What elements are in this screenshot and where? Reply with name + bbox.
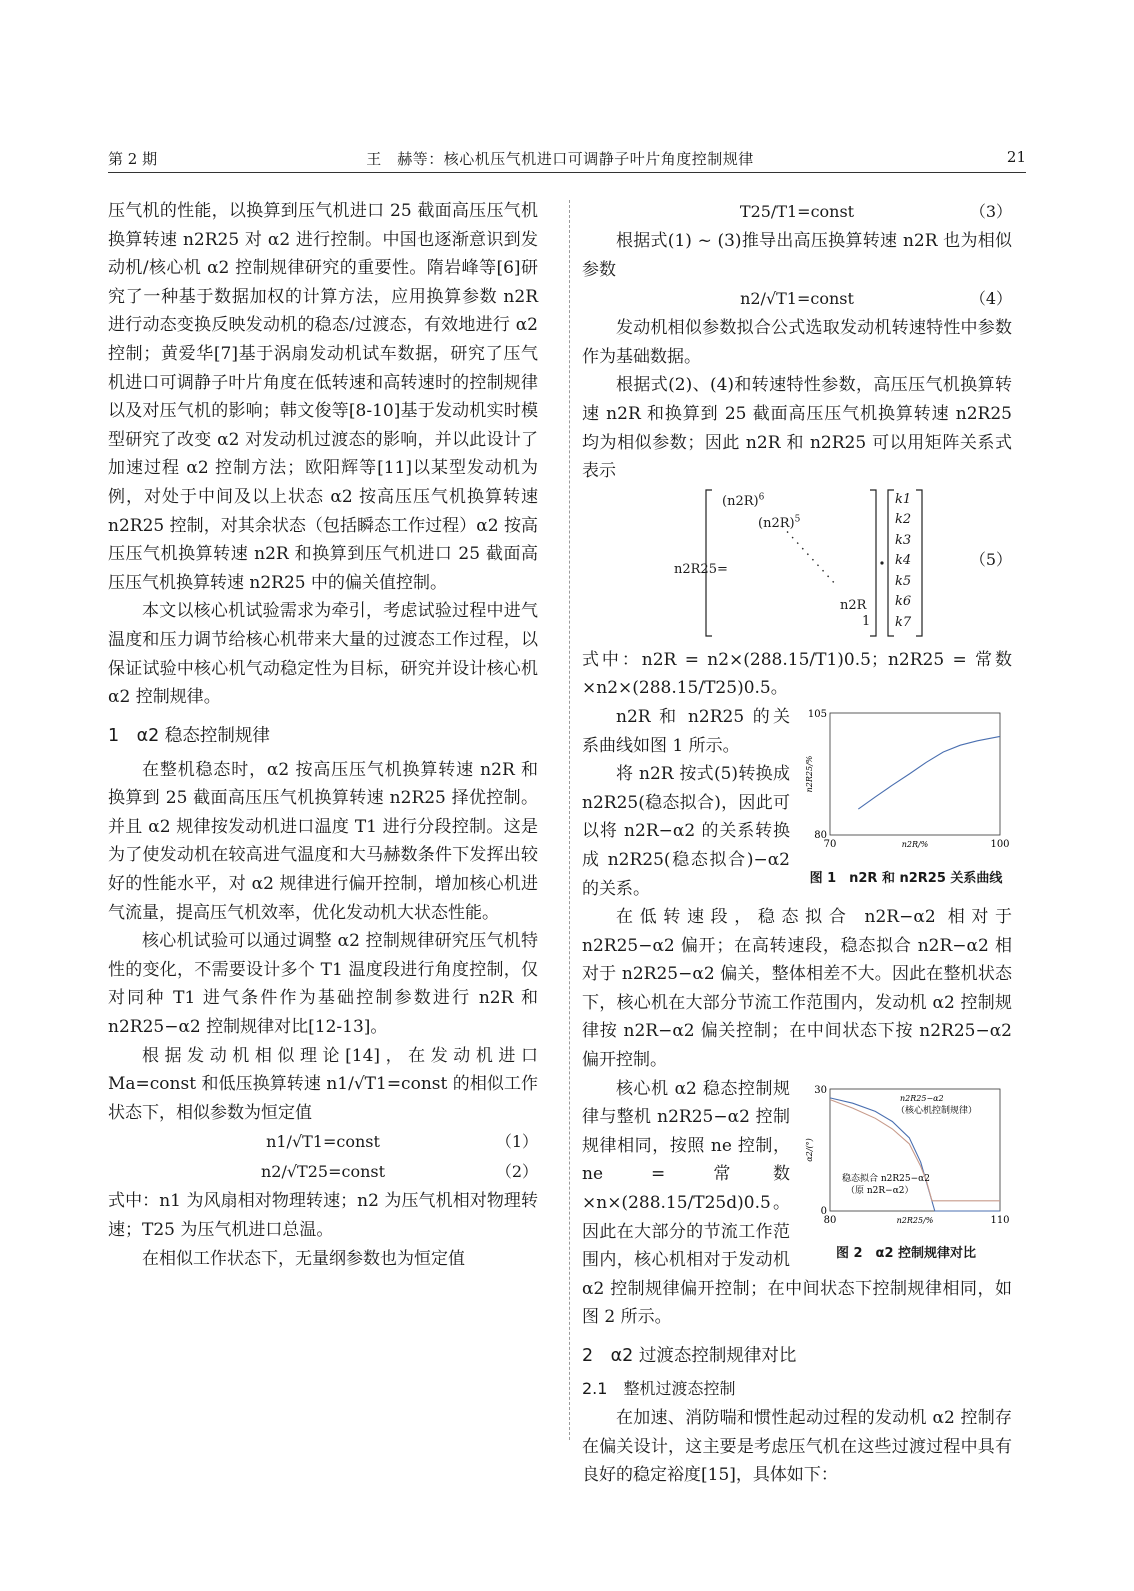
- equation-4-body: n2/√T1=const: [740, 289, 854, 309]
- running-title: 王 赫等：核心机压气机进口可调静子叶片角度控制规律: [366, 150, 754, 168]
- right-paragraph-4: 式中：n2R = n2×(288.15/T1)0.5；n2R25 = 常数×n2×(288.15/T25)0.5。: [582, 649, 1012, 699]
- right-paragraph-1: 根据式(1) ~ (3)推导出高压换算转速 n2R 也为相似参数: [582, 231, 1012, 280]
- legend-fit-label: 稳态拟合 n2R25−α2: [842, 1173, 930, 1184]
- plot-frame: [830, 713, 1000, 835]
- x-tick-label-right: 110: [990, 1214, 1010, 1226]
- page-number: 21: [1006, 148, 1026, 166]
- y-tick-label-top: 105: [807, 708, 827, 720]
- legend-fit-note: （原 n2R−α2）: [846, 1185, 914, 1196]
- x-tick-label-left: 80: [823, 1214, 837, 1226]
- y-tick-label-bottom: 0: [820, 1205, 827, 1217]
- equation-1-body: n1/√T1=const: [266, 1132, 380, 1152]
- right-paragraph-5: n2R 和 n2R25 的关系曲线如图 1 所示。: [582, 706, 790, 756]
- figure-1: [800, 705, 1012, 886]
- figure-2: [800, 1081, 1012, 1263]
- matrix-d1: $(n2R)^6$: [722, 492, 765, 509]
- left-paragraph-4: 核心机试验可以通过调整 α2 控制规律研究压气机特性的变化，不需要设计多个 T1 温度段进行角度控制，仅对同种 T1 进气条件作为基础控制参数进行 n2R 和 n2R25−α2 控制规律对比[12-13]。: [108, 931, 538, 1038]
- k7: k7: [895, 614, 912, 630]
- equation-1: [108, 1127, 538, 1157]
- subsection-2-1-heading: 2.1 整机过渡态控制: [582, 1379, 736, 1398]
- y-tick-label-top: 30: [814, 1084, 827, 1096]
- k3: k3: [895, 532, 912, 548]
- equation-3-body: T25/T1=const: [739, 202, 855, 221]
- matrix-k-vector: [895, 490, 911, 634]
- equation-2-body: n2/√T25=const: [260, 1162, 386, 1182]
- left-paragraph-3: 在整机稳态时，α2 按高压压气机换算转速 n2R 和换算到 25 截面高压压气机换算转速 n2R25 择优控制。并且 α2 规律按发动机进口温度 T1 进行分段控制。这是为了使发动机在较高进气温度和大马赫数条件下发挥出较好的性能水平，对 α2 规律进行偏开控制，增加核心机进气流量，提高压气机效率，优化发动机大状态性能。: [108, 759, 538, 923]
- issue-label: 第 2 期: [108, 150, 158, 168]
- x-tick-label-left: 70: [823, 838, 837, 850]
- equation-1-number: （1）: [495, 1132, 538, 1152]
- k6: k6: [895, 594, 912, 610]
- y-axis-label: n2R25/%: [805, 755, 814, 793]
- equation-4: [582, 284, 1012, 314]
- y-axis-label: α2/(°): [805, 1137, 814, 1162]
- equation-2: [108, 1157, 538, 1187]
- equation-3: [582, 197, 1012, 227]
- k2: k2: [895, 512, 912, 528]
- matrix-d4: 1: [862, 613, 871, 629]
- left-paragraph-1: 压气机的性能，以换算到压气机进口 25 截面高压压气机换算转速 n2R25 对 α2 进行控制。中国也逐渐意识到发动机/核心机 α2 控制规律研究的重要性。隋岩峰等[6]研究了一种基于数据加权的计算方法，应用换算参数 n2R 进行动态变换反映发动机的稳态/过渡态，有效地进行 α2 控制；黄爱华[7]基于涡扇发动机试车数据，研究了压气机进口可调静子叶片角度在低转速和高转速时的控制规律以及对压气机的影响；韩文俊等[8-10]基于发动机实时模型研究了改变 α2 对发动机过渡态的影响，并以此设计了加速过程 α2 控制方法；欧阳辉等[11]以某型发动机为例，对处于中间及以上状态 α2 按高压压气机换算转速 n2R25 控制，对其余状态（包括瞬态工作过程）α2 按高压压气机换算转速 n2R 和换算到压气机进口 25 截面高压压气机换算转速 n2R25 中的偏关值控制。: [108, 201, 538, 593]
- legend-core-note: （核心机控制规律）: [896, 1105, 978, 1116]
- figure-1-chart: [800, 705, 1012, 855]
- section-2-heading: 2 α2 过渡态控制规律对比: [582, 1346, 797, 1366]
- right-paragraph-2: 发动机相似参数拟合公式选取发动机转速特性中参数作为基础数据。: [582, 318, 1012, 367]
- left-paragraph-2: 本文以核心机试验需求为牵引，考虑试验过程中进气温度和压力调节给核心机带来大量的过渡态工作过程，以保证试验中核心机气动稳定性为目标，研究并设计核心机 α2 控制规律。: [108, 601, 538, 708]
- equation-5: [582, 486, 1012, 646]
- equation-4-number: （4）: [969, 289, 1012, 309]
- k5: k5: [895, 573, 912, 589]
- section-1-heading: 1 α2 稳态控制规律: [108, 725, 270, 746]
- figure-1-caption: 图 1 n2R 和 n2R25 关系曲线: [809, 870, 1003, 886]
- right-paragraph-7: 在低转速段，稳态拟合 n2R−α2 相对于 n2R25−α2 偏开；在高转速段，稳态拟合 n2R−α2 相对于 n2R25−α2 偏关，整体相差不大。因此在整机状态下，核心机在大部分节流工作范围内，发动机 α2 控制规律按 n2R−α2 偏关控制；在中间状态下按 n2R25−α2 偏开控制。: [582, 907, 1012, 1071]
- right-paragraph-9: 在加速、消防喘和惯性起动过程的发动机 α2 控制存在偏关设计，这主要是考虑压气机在这些过渡过程中具有良好的稳定裕度[15]，具体如下：: [582, 1408, 1012, 1486]
- left-paragraph-7: 在相似工作状态下，无量纲参数也为恒定值: [142, 1248, 465, 1269]
- equation-2-number: （2）: [495, 1162, 538, 1182]
- matrix-d2: $(n2R)^5$: [758, 514, 801, 531]
- matrix-d3: n2R: [840, 597, 867, 613]
- equation-3-number: （3）: [969, 202, 1012, 221]
- k1: k1: [895, 491, 912, 507]
- matrix-lhs: n2R25=: [674, 561, 728, 577]
- legend-core-label: n2R25−α2: [900, 1093, 944, 1103]
- right-paragraph-3: 根据式(2)、(4)和转速特性参数，高压压气机换算转速 n2R 和换算到 25 截面高压压气机换算转速 n2R25 均为相似参数；因此 n2R 和 n2R25 可以用矩阵关系式表示: [582, 375, 1012, 482]
- k4: k4: [895, 553, 912, 569]
- left-paragraph-5: 根据发动机相似理论[14]，在发动机进口 Ma=const 和低压换算转速 n1/√T1=const 的相似工作状态下，相似参数为恒定值: [108, 1045, 538, 1123]
- figure-2-chart: [800, 1081, 1012, 1231]
- left-paragraph-6: 式中：n1 为风扇相对物理转速；n2 为压气机相对物理转速；T25 为压气机进口总温。: [108, 1191, 538, 1240]
- equation-5-number: （5）: [969, 549, 1012, 569]
- right-column: [582, 197, 1012, 1490]
- header-rule: [108, 172, 1026, 173]
- left-column: [108, 197, 538, 1273]
- right-paragraph-8: 核心机 α2 稳态控制规律与整机 n2R25−α2 控制规律相同，按照 ne 控制，ne = 常数×n×(288.15/T25d)0.5。因此在大部分的节流工作范围内，核心机相对于发动机 α2 控制规律偏开控制；在中间状态下控制规律相同，如图 2 所示。: [582, 1078, 1012, 1328]
- column-divider: [569, 200, 570, 1440]
- right-paragraph-6: 将 n2R 按式(5)转换成 n2R25(稳态拟合)，因此可以将 n2R−α2 的关系转换成 n2R25(稳态拟合)−α2 的关系。: [582, 764, 790, 899]
- x-axis-label: n2R25/%: [896, 1215, 934, 1225]
- figure-2-caption: 图 2 α2 控制规律对比: [835, 1246, 977, 1262]
- x-axis-label: n2R/%: [901, 839, 929, 849]
- series-line-1: [858, 736, 1000, 809]
- y-tick-label-bottom: 80: [814, 829, 827, 841]
- x-tick-label-right: 100: [990, 838, 1010, 850]
